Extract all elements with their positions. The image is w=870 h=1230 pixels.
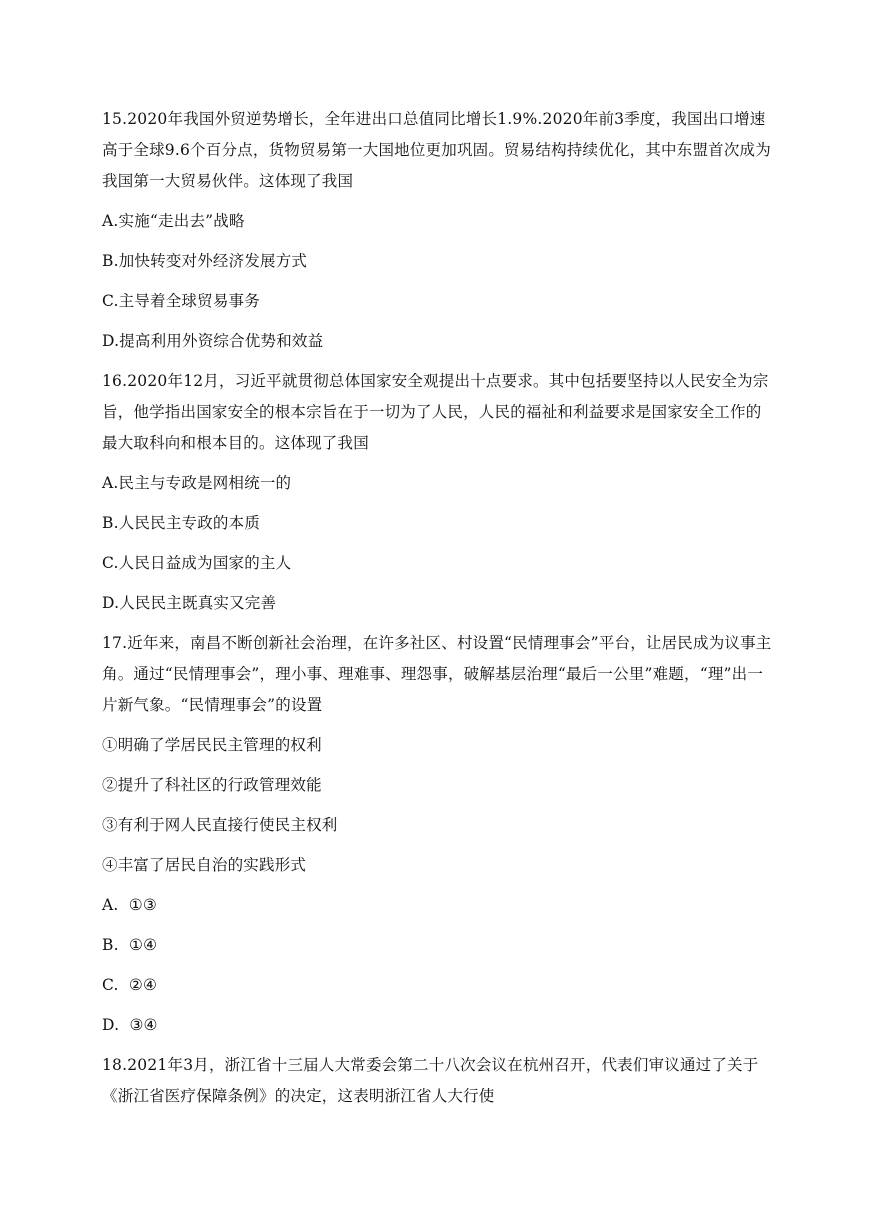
option-b: B.加快转变对外经济发展方式: [102, 252, 308, 270]
option-c: C.主导着全球贸易事务: [102, 292, 260, 310]
statement-4: ④丰富了居民自治的实践形式: [102, 856, 307, 874]
question-stem: 18.2021年3月，浙江省十三届人大常委会第二十八次会议在杭州召开，代表们审议通过了关于《浙江省医疗保障条例》的决定，这表明浙江省人大行使: [102, 1056, 759, 1105]
statement-1: ①明确了学居民民主管理的权利: [102, 736, 322, 754]
option-a: A. ①③: [102, 896, 157, 914]
statement-3: ③有利于网人民直接行使民主权利: [102, 816, 338, 834]
question-stem: 16.2020年12月，习近平就贯彻总体国家安全观提出十点要求。其中包括要坚持以人民安全为宗旨，他学指出国家安全的根本宗旨在于一切为了人民，人民的福祉和利益要求是国家安全工作的最大取科向和根本目的。这体现了我国: [102, 372, 769, 452]
option-d: D.提高利用外资综合优势和效益: [102, 332, 324, 350]
question-stem: 15.2020年我国外贸逆势增长，全年进出口总值同比增长1.9%.2020年前3季度，我国出口增速高于全球9.6个百分点，货物贸易第一大国地位更加巩固。贸易结构持续优化，其中东盟首次成为我国第一大贸易伙伴。这体现了我国: [102, 110, 771, 190]
question-15: [102, 104, 772, 357]
option-a: A.实施“走出去”战略: [102, 212, 245, 230]
question-17: [102, 628, 772, 1041]
option-d: D. ③④: [102, 1016, 158, 1034]
question-stem: 17.近年来，南昌不断创新社会治理，在许多社区、村设置“民情理事会”平台，让居民成为议事主角。通过“民情理事会”，理小事、理难事、理怨事，破解基层治理“最后一公里”难题，“理”出一片新气象。“民情理事会”的设置: [102, 634, 772, 714]
statement-2: ②提升了科社区的行政管理效能: [102, 776, 322, 794]
question-18: [102, 1050, 772, 1112]
question-16: [102, 366, 772, 619]
option-c: C.人民日益成为国家的主人: [102, 554, 292, 572]
option-b: B.人民民主专政的本质: [102, 514, 261, 532]
option-c: C. ②④: [102, 976, 158, 994]
option-b: B. ①④: [102, 936, 158, 954]
exam-page: [102, 104, 772, 1112]
option-a: A.民主与专政是网相统一的: [102, 474, 292, 492]
option-d: D.人民民主既真实又完善: [102, 594, 277, 612]
